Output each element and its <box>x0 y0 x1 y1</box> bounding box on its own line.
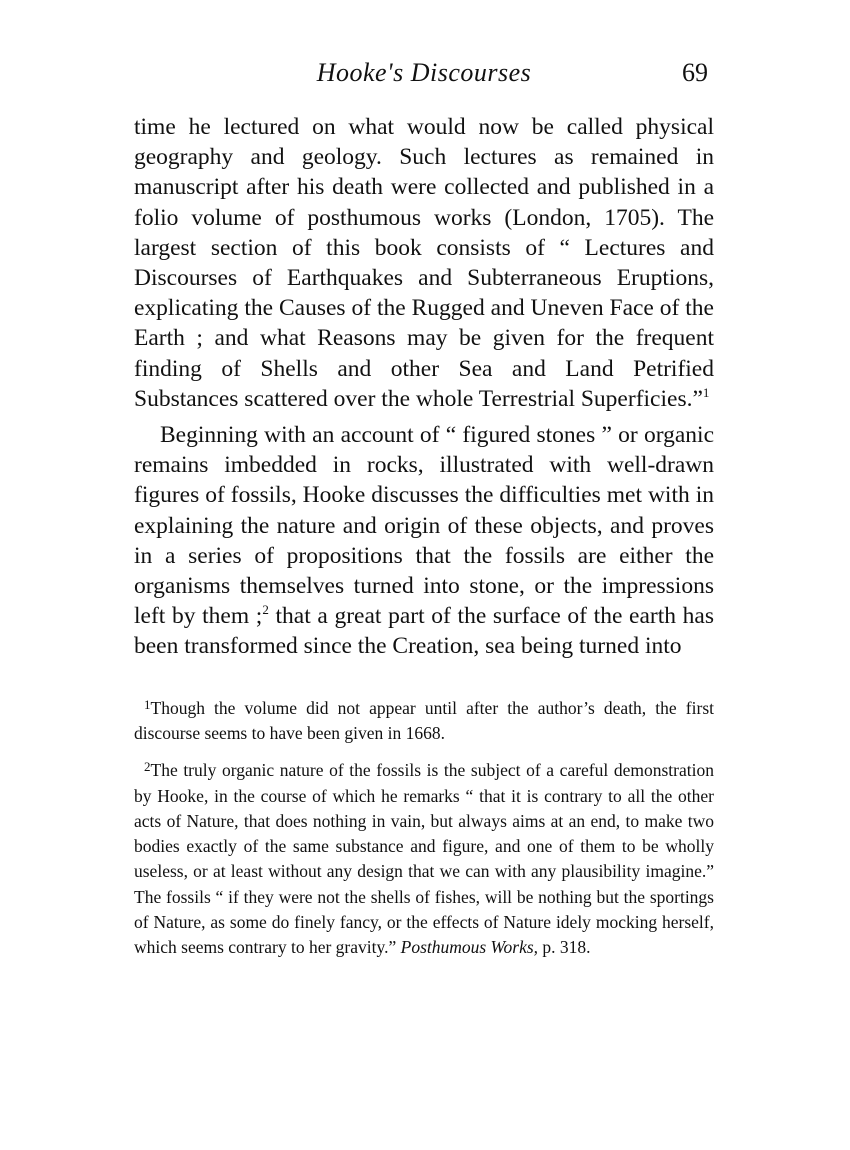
paragraph-2 <box>134 420 714 662</box>
paragraph-2-text-b: that a great part of the surface of the earth has been transformed since the Creation, sea being turned into <box>134 603 714 660</box>
footnote-2 <box>134 758 714 960</box>
paragraph-1-text: time he lectured on what would now be called physical geography and geology. Such lectures as remained in manuscript after his death were collected and published in a folio volume of posthumous works (London, 1705). The largest section of this book consists of “ Lectures and Discourses of Earthquakes and Subterraneous Eruptions, explicating the Causes of the Rugged and Uneven Face of the Earth ; and what Reasons may be given for the frequent finding of Shells and other Sea and Land Petrified Substances scattered over the whole Terrestrial Superficies.” <box>134 114 714 412</box>
footnote-1 <box>134 696 714 747</box>
footnotes <box>134 696 714 961</box>
paragraph-2-text-a: Beginning with an account of “ figured stones ” or organic remains imbedded in rocks, illustrated with well-drawn figures of fossils, Hooke discusses the difficulties met with in explaining the nature and origin of these objects, and proves in a series of propositions that the fossils are either the organisms themselves turned into stone, or the impressions left by them ; <box>134 422 714 630</box>
footnote-ref-2[interactable]: 2 <box>262 602 269 618</box>
paragraph-1 <box>134 112 714 414</box>
footnote-ref-1[interactable]: 1 <box>702 384 710 400</box>
footnote-1-marker: 1 <box>144 696 151 712</box>
footnote-2-citation-page: p. 318. <box>538 937 591 958</box>
running-title: Hooke's Discourses <box>316 58 532 87</box>
footnote-2-marker: 2 <box>144 759 151 775</box>
book-page <box>134 56 714 961</box>
footnote-1-text: Though the volume did not appear until after the author’s death, the first discourse seems to have been given in 1668. <box>134 697 714 743</box>
footnote-2-citation-title: Posthumous Works, <box>400 937 539 958</box>
page-number: 69 <box>682 58 708 87</box>
body-text <box>134 112 714 662</box>
footnote-2-text: The truly organic nature of the fossils is the subject of a careful demonstration by Hooke, in the course of which he remarks “ that it is contrary to all the other acts of Nature, that does nothing in vain, but always aims at an end, to make two bodies exactly of the same substance and figure, and one of them to be wholly useless, or at least without any design that we can with any plausibility imagine.” The fossils “ if they were not the shells of fishes, will be nothing but the sportings of Nature, as some do finely fancy, or the effects of Nature idely mocking herself, which seems contrary to her gravity.” <box>134 760 714 958</box>
running-head <box>134 56 714 100</box>
